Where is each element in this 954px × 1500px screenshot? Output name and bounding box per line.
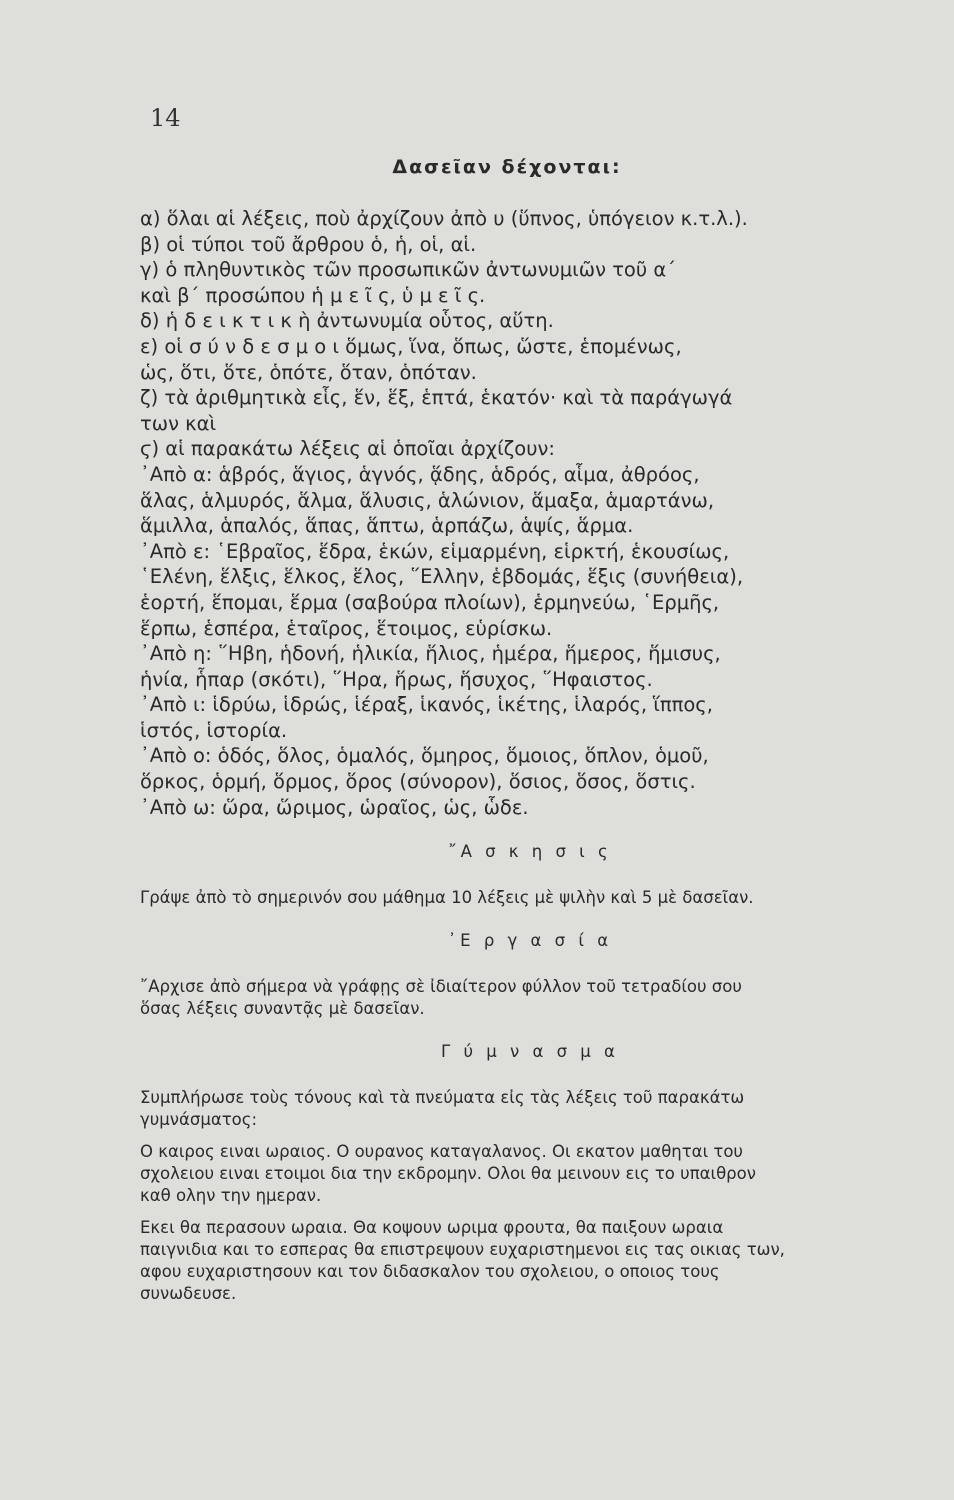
gymnasma-intro-line: Συμπλήρωσε τοὺς τόνους καὶ τὰ πνεύματα εἰς τὰς λέξεις τοῦ παρακάτω <box>140 1088 745 1108</box>
askisis-title: ῎Α σ κ η σ ι ς <box>448 842 612 862</box>
rule-line: ϛ) αἱ παρακάτω λέξεις αἱ ὁποῖαι ἀρχίζουν: <box>140 437 555 461</box>
ergasia-line: ῎Αρχισε ἀπὸ σήμερα νὰ γράφῃς σὲ ἰδιαίτερον φύλλον τοῦ τετραδίου σου <box>140 977 742 997</box>
exercise-line: αφου ευχαριστησουν και τον διδασκαλον του σχολειου, ο οποιος τους <box>140 1262 720 1282</box>
rule-line: ζ) τὰ ἀριθμητικὰ εἷς, ἕν, ἕξ, ἑπτά, ἑκατόν· καὶ τὰ παράγωγά <box>140 386 733 410</box>
rule-line: ῾Ελένη, ἕλξις, ἕλκος, ἕλος, ῞Ελλην, ἑβδομάς, ἕξις (συνήθεια), <box>140 565 744 589</box>
section-heading: Δασεῖαν δέχονται: <box>392 156 622 178</box>
gymnasma-title: Γ ύ μ ν α σ μ α <box>441 1042 619 1062</box>
askisis-text: Γράψε ἀπὸ τὸ σημερινόν σου μάθημα 10 λέξεις μὲ ψιλὴν καὶ 5 μὲ δασεῖαν. <box>140 888 754 908</box>
rule-line: α) ὅλαι αἱ λέξεις, ποὺ ἀρχίζουν ἀπὸ υ (ὕπνος, ὑπόγειον κ.τ.λ.). <box>140 207 748 230</box>
ergasia-title: ᾽Ε ρ γ α σ ί α <box>447 931 613 951</box>
exercise-line: παιγνιδια και το εσπερας θα επιστρεψουν ευχαριστημενοι εις τας οικιας των, <box>140 1240 785 1260</box>
rule-line: ἱστός, ἱστορία. <box>140 718 288 742</box>
rule-line: ᾽Απὸ η: ῞Ηβη, ἡδονή, ἡλικία, ἥλιος, ἡμέρα, ἥμερος, ἥμισυς, <box>140 642 721 666</box>
page-number: 14 <box>150 104 181 132</box>
rule-line: καὶ β΄ προσώπου ἡ μ ε ῖ ς, ὑ μ ε ῖ ς. <box>140 283 486 307</box>
exercise-line: σχολειου ειναι ετοιμοι δια την εκδρομην. Ολοι θα μεινουν εις το υπαιθρον <box>140 1164 756 1184</box>
rule-line: ᾽Απὸ α: ἁβρός, ἅγιος, ἁγνός, ᾅδης, ἁδρός, αἷμα, ἀθρόος, <box>140 462 700 486</box>
exercise-line: συνωδευσε. <box>140 1284 237 1304</box>
page-body <box>140 206 880 1305</box>
rule-line: ὡς, ὅτι, ὅτε, ὁπότε, ὅταν, ὁπόταν. <box>140 360 477 384</box>
rules-list <box>140 206 880 820</box>
rule-line: ᾽Απὸ ο: ὁδός, ὅλος, ὁμαλός, ὅμηρος, ὅμοιος, ὅπλον, ὁμοῦ, <box>140 744 709 768</box>
rule-line: ἡνία, ἧπαρ (σκότι), ῞Ηρα, ἥρως, ἥσυχος, ῞Ηφαιστος. <box>140 667 653 691</box>
gymnasma-intro-line: γυμνάσματος: <box>140 1110 258 1130</box>
rule-line: ὅρκος, ὁρμή, ὅρμος, ὅρος (σύνορον), ὅσιος, ὅσος, ὅστις. <box>140 770 696 794</box>
ergasia-line: ὅσας λέξεις συναντᾷς μὲ δασεῖαν. <box>140 999 425 1019</box>
rule-line: δ) ἡ δ ε ι κ τ ι κ ὴ ἀντωνυμία οὗτος, αὕτη. <box>140 309 554 333</box>
rule-line: γ) ὁ πληθυντικὸς τῶν προσωπικῶν ἀντωνυμιῶν τοῦ α΄ <box>140 258 676 282</box>
rule-line: ᾽Απὸ ε: ῾Εβραῖος, ἕδρα, ἑκών, εἱμαρμένη, εἱρκτή, ἑκουσίως, <box>140 539 730 563</box>
exercise-line: Ο καιρος ειναι ωραιος. Ο ουρανος καταγαλανος. Οι εκατον μαθηται του <box>140 1142 743 1162</box>
rule-line: ἅμιλλα, ἁπαλός, ἅπας, ἅπτω, ἁρπάζω, ἁψίς, ἅρμα. <box>140 514 634 538</box>
rule-line: ᾽Απὸ ι: ἱδρύω, ἱδρώς, ἱέραξ, ἱκανός, ἱκέτης, ἱλαρός, ἵππος, <box>140 693 713 717</box>
rule-line: ἅλας, ἁλμυρός, ἅλμα, ἅλυσις, ἁλώνιον, ἅμαξα, ἁμαρτάνω, <box>140 488 715 512</box>
rule-line: ε) οἱ σ ύ ν δ ε σ μ ο ι ὅμως, ἵνα, ὅπως, ὥστε, ἑπομένως, <box>140 334 682 358</box>
rule-line: ᾽Απὸ ω: ὥρα, ὥριμος, ὡραῖος, ὡς, ὧδε. <box>140 795 529 819</box>
exercise-line: Εκει θα περασουν ωραια. Θα κοψουν ωριμα φρουτα, θα παιξουν ωραια <box>140 1218 724 1238</box>
rule-line: ἑορτή, ἕπομαι, ἕρμα (σαβούρα πλοίων), ἑρμηνεύω, ῾Ερμῆς, <box>140 590 720 614</box>
exercise-line: καθ ολην την ημεραν. <box>140 1186 322 1206</box>
rule-line: β) οἱ τύποι τοῦ ἄρθρου ὁ, ἡ, οἱ, αἱ. <box>140 232 477 256</box>
rule-line: ἕρπω, ἑσπέρα, ἑταῖρος, ἕτοιμος, εὑρίσκω. <box>140 616 553 640</box>
rule-line: των καὶ <box>140 411 217 435</box>
